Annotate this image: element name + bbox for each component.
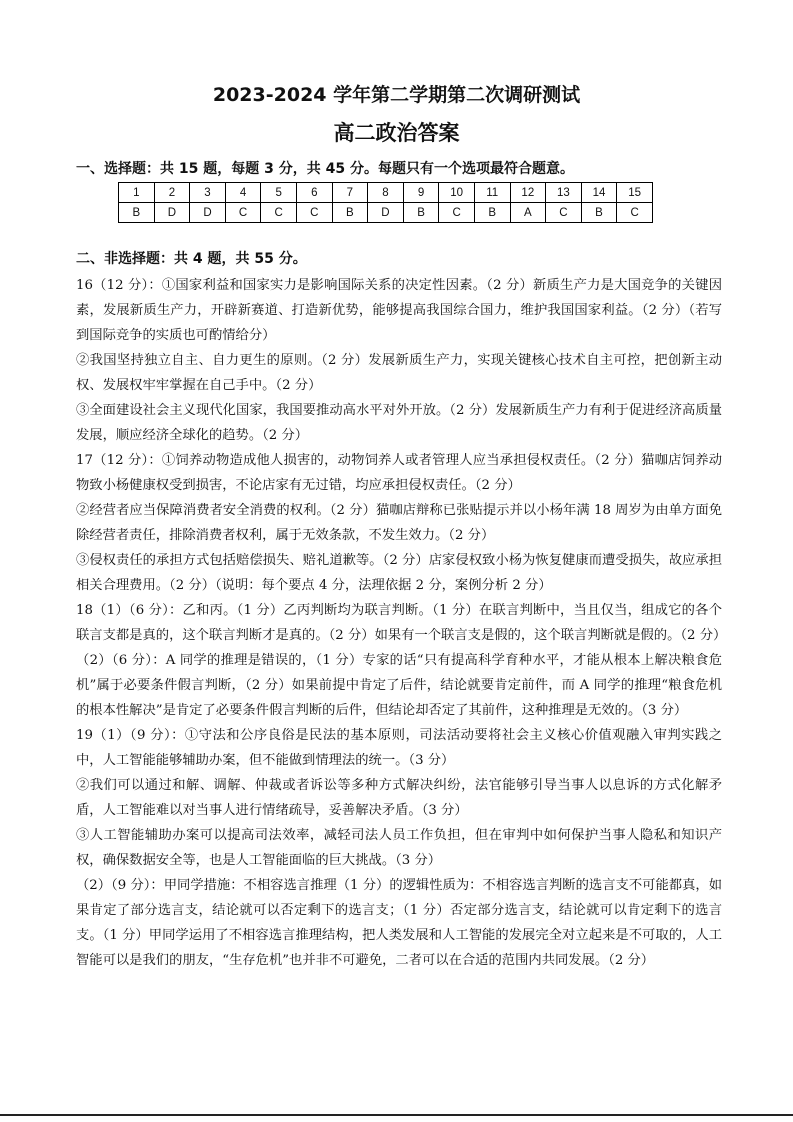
- question-number: 5: [261, 183, 297, 203]
- q18-part-2: （2）（6 分）：A 同学的推理是错误的，（1 分）专家的话“只有提高科学育种水平，才能从根本上解决粮食危机”属于必要条件假言判断，（2 分）如果前提中肯定了后件，结论就要肯定前件，而 A 同学的推理“粮食危机的根本性解决”是肯定了必要条件假言判断的后件，但结论却否定了其前件，这种推理是无效的。（3 分）: [76, 653, 722, 718]
- question-number: 15: [617, 183, 653, 203]
- question-number: 11: [474, 183, 510, 203]
- q19-part-2: （2）（9 分）：甲同学措施：不相容选言推理（1 分）的逻辑性质为：不相容选言判断的选言支不可能都真，如果肯定了部分选言支，结论就可以否定剩下的选言支；（1 分）否定部分选言支，结论就可以肯定剩下的选言支。（1 分）甲同学运用了不相容选言推理结构，把人类发展和人工智能的发展完全对立起来是不可取的，人工智能可以是我们的朋友，“生存危机”也并非不可避免，二者可以在合适的范围内共同发展。（2 分）: [76, 878, 722, 968]
- answer-cell: B: [403, 203, 439, 223]
- q19-part-1-point-1: 19（1）（9 分）：①守法和公序良俗是民法的基本原则，司法活动要将社会主义核心价值观融入审判实践之中，人工智能能够辅助办案，但不能做到情理法的统一。（3 分）: [76, 728, 722, 768]
- question-number: 8: [368, 183, 404, 203]
- answer-cell: B: [474, 203, 510, 223]
- answer-row: [119, 203, 653, 223]
- question-number: 1: [119, 183, 155, 203]
- answer-cell: B: [119, 203, 155, 223]
- answer-table: [118, 182, 653, 223]
- question-number-row: [119, 183, 653, 203]
- exam-title: 2023-2024 学年第二学期第二次调研测试: [212, 84, 581, 106]
- answer-cell: C: [546, 203, 582, 223]
- question-number: 12: [510, 183, 546, 203]
- answer-cell: C: [296, 203, 332, 223]
- question-number: 6: [296, 183, 332, 203]
- answer-cell: C: [439, 203, 475, 223]
- answer-body: [76, 273, 727, 973]
- answer-cell: C: [261, 203, 297, 223]
- q16-point-3: ③全面建设社会主义现代化国家，我国要推动高水平对外开放。（2 分）发展新质生产力有利于促进经济高质量发展，顺应经济全球化的趋势。（2 分）: [76, 403, 722, 443]
- page-bottom-rule: [0, 1114, 793, 1116]
- answer-cell: B: [332, 203, 368, 223]
- q17-point-2: ②经营者应当保障消费者安全消费的权利。（2 分）猫咖店辩称已张贴提示并以小杨年满 18 周岁为由单方面免除经营者责任，排除消费者权利，属于无效条款，不发生效力。（2 分）: [76, 503, 722, 543]
- question-number: 13: [546, 183, 582, 203]
- answer-cell: C: [225, 203, 261, 223]
- question-number: 10: [439, 183, 475, 203]
- q18-part-1: 18（1）（6 分）：乙和丙。（1 分）乙丙判断均为联言判断。（1 分）在联言判断中，当且仅当，组成它的各个联言支都是真的，这个联言判断才是真的。（2 分）如果有一个联言支是假的，这个联言判断就是假的。（2 分）: [76, 603, 727, 643]
- answer-cell: B: [581, 203, 617, 223]
- answer-cell: D: [368, 203, 404, 223]
- answer-cell: D: [154, 203, 190, 223]
- answer-title: 高二政治答案: [333, 121, 460, 145]
- section-2-heading: 二、非选择题：共 4 题，共 55 分。: [76, 251, 307, 267]
- question-number: 9: [403, 183, 439, 203]
- section-1-heading: 一、选择题：共 15 题，每题 3 分，共 45 分。每题只有一个选项最符合题意。: [76, 161, 574, 177]
- question-number: 14: [581, 183, 617, 203]
- q16-point-2: ②我国坚持独立自主、自力更生的原则。（2 分）发展新质生产力，实现关键核心技术自主可控，把创新主动权、发展权牢牢掌握在自己手中。（2 分）: [76, 353, 722, 393]
- answer-cell: D: [190, 203, 226, 223]
- answer-cell: A: [510, 203, 546, 223]
- q17-point-1: 17（12 分）：①饲养动物造成他人损害的，动物饲养人或者管理人应当承担侵权责任。（2 分）猫咖店饲养动物致小杨健康权受到损害，不论店家有无过错，均应承担侵权责任。（2 分）: [76, 453, 722, 493]
- answer-cell: C: [617, 203, 653, 223]
- question-number: 3: [190, 183, 226, 203]
- question-number: 2: [154, 183, 190, 203]
- q17-point-3: ③侵权责任的承担方式包括赔偿损失、赔礼道歉等。（2 分）店家侵权致小杨为恢复健康而遭受损失，故应承担相关合理费用。（2 分）（说明：每个要点 4 分，法理依据 2 分，案例分析 2 分）: [76, 553, 722, 593]
- q19-part-1-point-3: ③人工智能辅助办案可以提高司法效率，减轻司法人员工作负担，但在审判中如何保护当事人隐私和知识产权，确保数据安全等，也是人工智能面临的巨大挑战。（3 分）: [76, 828, 722, 868]
- q16-point-1: 16（12 分）：①国家利益和国家实力是影响国际关系的决定性因素。（2 分）新质生产力是大国竞争的关键因素，发展新质生产力，开辟新赛道、打造新优势，能够提高我国综合国力，维护我国国家利益。（2 分）（若写到国际竞争的实质也可酌情给分）: [76, 278, 722, 343]
- question-number: 7: [332, 183, 368, 203]
- question-number: 4: [225, 183, 261, 203]
- q19-part-1-point-2: ②我们可以通过和解、调解、仲裁或者诉讼等多种方式解决纠纷，法官能够引导当事人以息诉的方式化解矛盾，人工智能难以对当事人进行情绪疏导，妥善解决矛盾。（3 分）: [76, 778, 722, 818]
